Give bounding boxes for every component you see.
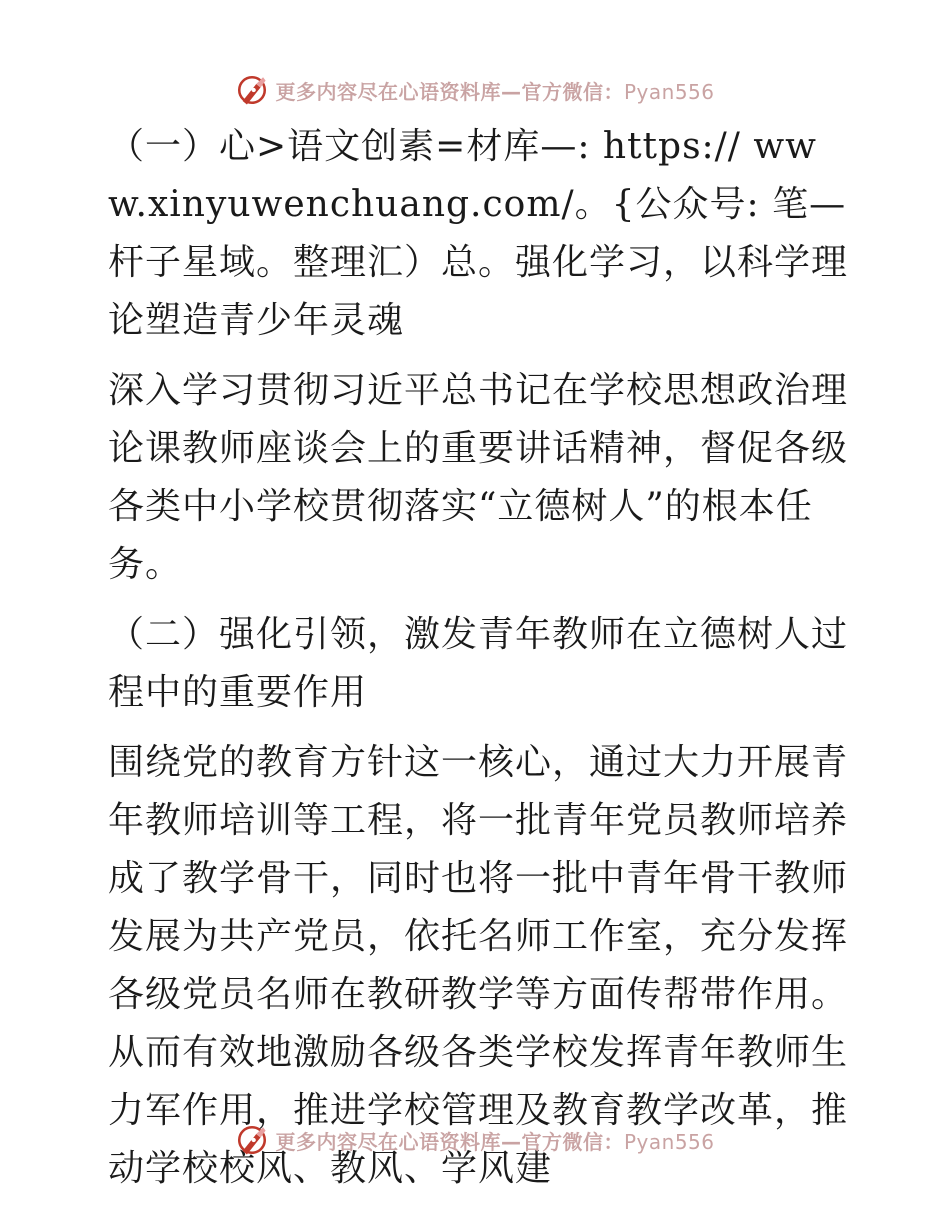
body-paragraph-2: 围绕党的教育方针这一核心，通过大力开展青年教师培训等工程，将一批青年党员教师培养成了教学骨干，同时也将一批中青年骨干教师发展为共产党员，依托名师工作室，充分发挥各级党员名师在教研教学等方面传帮带作用。从而有效地激励各级各类学校发挥青年教师生力军作用，推进学校管理及教育教学改革，推动学校校风、教风、学风建 [108, 742, 849, 1189]
section-heading-2: （二）强化引领，激发青年教师在立德树人过程中的重要作用 [108, 614, 849, 713]
body-paragraph-1: 深入学习贯彻习近平总书记在学校思想政治理论课教师座谈会上的重要讲话精神，督促各级各类中小学校贯彻落实“立德树人”的根本任务。 [108, 370, 849, 585]
watermark-wechat-id: Pyan556 [623, 1129, 715, 1154]
watermark-text: 更多内容尽在心语资料库—官方微信： [275, 79, 624, 104]
pen-quill-logo-icon [235, 1123, 269, 1157]
pen-quill-logo-icon [235, 73, 269, 107]
section-heading-1: （一）心>语文创素=材库—: https:// www.xinyuwenchuang.com/。{公众号: 笔—杆子星域。整理汇）总。强化学习，以科学理论塑造青少年灵魂 [108, 126, 849, 341]
watermark-text: 更多内容尽在心语资料库—官方微信： [275, 1129, 624, 1154]
footer-watermark [0, 1120, 950, 1160]
header-watermark [0, 70, 950, 110]
watermark-wechat-id: Pyan556 [623, 79, 715, 104]
document-body [98, 118, 850, 1198]
